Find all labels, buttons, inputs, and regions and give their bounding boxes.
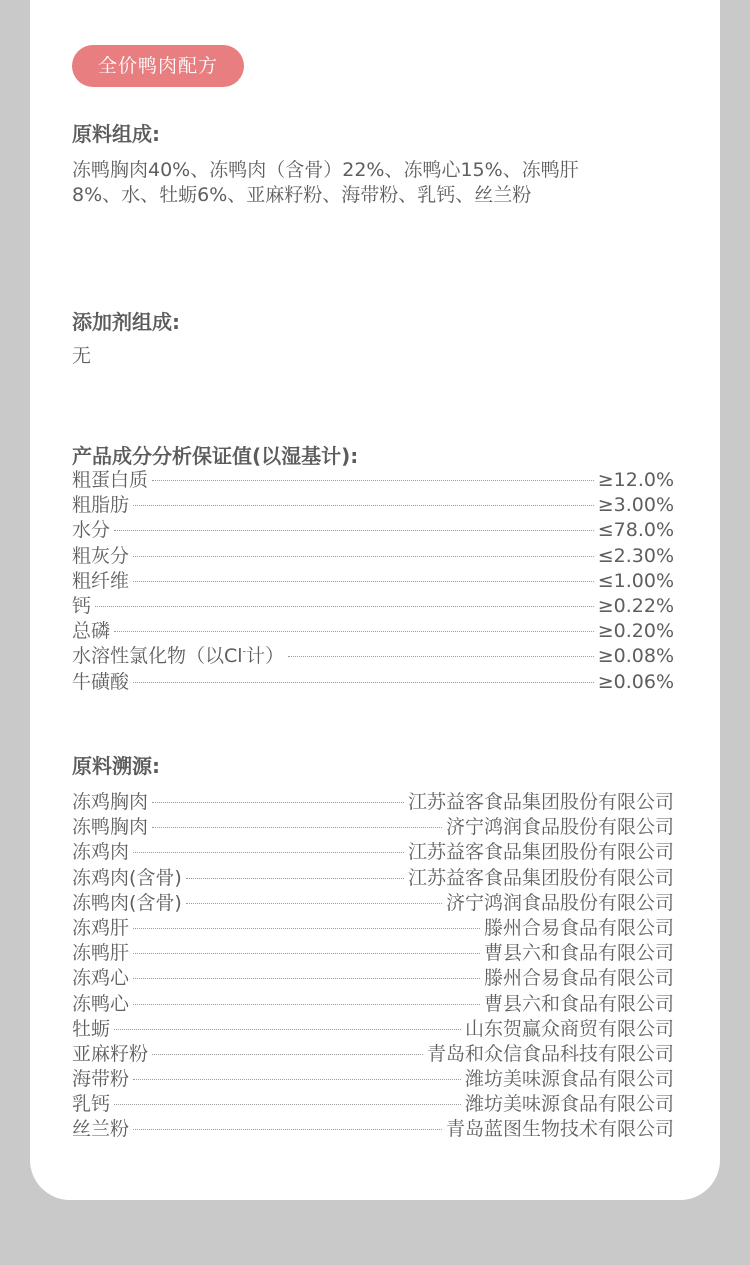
analysis-row-fiber xyxy=(72,569,674,594)
sourcing-supplier: 曹县六和食品有限公司 xyxy=(483,992,674,1015)
analysis-value: ≥0.22% xyxy=(597,594,674,617)
analysis-label: 粗脂肪 xyxy=(72,494,130,517)
sourcing-ingredient: 冻鸭胸肉 xyxy=(72,816,149,839)
leader-dots xyxy=(288,656,594,657)
analysis-row-ash xyxy=(72,544,674,569)
ingredients-heading: 原料组成: xyxy=(72,122,160,146)
sourcing-supplier: 江苏益客食品集团股份有限公司 xyxy=(407,841,674,864)
sourcing-heading: 原料溯源: xyxy=(72,754,160,778)
sourcing-list xyxy=(72,790,674,1143)
leader-dots xyxy=(133,556,594,557)
analysis-row-taurine xyxy=(72,670,674,695)
analysis-value: ≥3.00% xyxy=(597,494,674,517)
sourcing-ingredient: 冻鸭肉(含骨) xyxy=(72,891,182,914)
leader-dots xyxy=(133,682,594,683)
sourcing-row xyxy=(72,891,674,916)
leader-dots xyxy=(114,530,594,531)
analysis-row-chloride xyxy=(72,644,674,669)
analysis-label: 牛磺酸 xyxy=(72,670,130,693)
sourcing-supplier: 青岛蓝图生物技术有限公司 xyxy=(445,1118,674,1141)
leader-dots xyxy=(133,1079,461,1080)
leader-dots xyxy=(152,827,442,828)
sourcing-row xyxy=(72,1017,674,1042)
analysis-list xyxy=(72,468,674,695)
analysis-label: 钙 xyxy=(72,594,92,617)
leader-dots xyxy=(133,1129,442,1130)
sourcing-ingredient: 冻鸭肝 xyxy=(72,942,130,965)
sourcing-supplier: 潍坊美味源食品有限公司 xyxy=(464,1068,674,1091)
sourcing-ingredient: 丝兰粉 xyxy=(72,1118,130,1141)
analysis-value: ≤1.00% xyxy=(597,569,674,592)
additives-heading: 添加剂组成: xyxy=(72,310,180,334)
analysis-label: 粗灰分 xyxy=(72,544,130,567)
sourcing-supplier: 曹县六和食品有限公司 xyxy=(483,942,674,965)
analysis-value: ≥0.08% xyxy=(597,645,674,668)
sourcing-row xyxy=(72,992,674,1017)
leader-dots xyxy=(133,852,404,853)
sourcing-supplier: 潍坊美味源食品有限公司 xyxy=(464,1093,674,1116)
sourcing-supplier: 青岛和众信食品科技有限公司 xyxy=(426,1042,674,1065)
sourcing-row xyxy=(72,1067,674,1092)
sourcing-supplier: 滕州合易食品有限公司 xyxy=(483,967,674,990)
sourcing-supplier: 济宁鸿润食品股份有限公司 xyxy=(445,816,674,839)
sourcing-row xyxy=(72,1092,674,1117)
sourcing-supplier: 江苏益客食品集团股份有限公司 xyxy=(407,791,674,813)
analysis-label: 水分 xyxy=(72,519,111,542)
analysis-row-phosphorus xyxy=(72,619,674,644)
sourcing-ingredient: 乳钙 xyxy=(72,1093,111,1116)
sourcing-supplier: 滕州合易食品有限公司 xyxy=(483,916,674,939)
ingredients-line-1: 冻鸭胸肉40%、冻鸭肉（含骨）22%、冻鸭心15%、冻鸭肝 xyxy=(72,159,579,181)
sourcing-ingredient: 冻鸭心 xyxy=(72,992,130,1015)
analysis-label-superscript: - xyxy=(242,646,247,658)
leader-dots xyxy=(95,606,594,607)
leader-dots xyxy=(114,1029,461,1030)
sourcing-row xyxy=(72,790,674,815)
sourcing-supplier: 济宁鸿润食品股份有限公司 xyxy=(445,891,674,914)
leader-dots xyxy=(133,978,480,979)
analysis-heading: 产品成分分析保证值(以湿基计): xyxy=(72,444,359,468)
analysis-value: ≥12.0% xyxy=(597,469,674,491)
leader-dots xyxy=(133,1004,480,1005)
sourcing-row xyxy=(72,815,674,840)
sourcing-ingredient: 亚麻籽粉 xyxy=(72,1042,149,1065)
leader-dots xyxy=(152,480,594,481)
leader-dots xyxy=(133,505,594,506)
sourcing-ingredient: 冻鸡肉(含骨) xyxy=(72,866,182,889)
formula-badge: 全价鸭肉配方 xyxy=(72,45,244,87)
analysis-value: ≤78.0% xyxy=(597,519,674,542)
sourcing-ingredient: 冻鸡肉 xyxy=(72,841,130,864)
analysis-value: ≥0.20% xyxy=(597,620,674,643)
leader-dots xyxy=(133,953,480,954)
leader-dots xyxy=(152,802,404,803)
ingredients-line-2: 8%、水、牡蛎6%、亚麻籽粉、海带粉、乳钙、丝兰粉 xyxy=(72,184,532,206)
sourcing-row xyxy=(72,916,674,941)
leader-dots xyxy=(152,1054,423,1055)
analysis-row-fat xyxy=(72,493,674,518)
analysis-label: 总磷 xyxy=(72,620,111,643)
analysis-label-main: 水溶性氯化物（以Cl xyxy=(72,645,243,668)
sourcing-row xyxy=(72,1117,674,1142)
analysis-value: ≥0.06% xyxy=(597,670,674,693)
leader-dots xyxy=(114,631,594,632)
sourcing-row xyxy=(72,941,674,966)
analysis-label xyxy=(72,644,284,669)
sourcing-ingredient: 海带粉 xyxy=(72,1068,130,1091)
leader-dots xyxy=(186,878,404,879)
leader-dots xyxy=(133,928,480,929)
sourcing-row xyxy=(72,1042,674,1067)
analysis-value: ≤2.30% xyxy=(597,544,674,567)
analysis-row-calcium xyxy=(72,594,674,619)
analysis-label: 粗蛋白质 xyxy=(72,469,149,491)
ingredients-text xyxy=(72,158,682,208)
leader-dots xyxy=(186,903,442,904)
sourcing-ingredient: 冻鸡胸肉 xyxy=(72,791,149,813)
sourcing-supplier: 江苏益客食品集团股份有限公司 xyxy=(407,866,674,889)
analysis-label-suffix: 计） xyxy=(246,645,285,668)
sourcing-ingredient: 冻鸡肝 xyxy=(72,916,130,939)
analysis-label: 粗纤维 xyxy=(72,569,130,592)
leader-dots xyxy=(133,581,594,582)
analysis-row-protein xyxy=(72,468,674,493)
leader-dots xyxy=(114,1104,461,1105)
additives-text: 无 xyxy=(72,345,92,367)
sourcing-row xyxy=(72,866,674,891)
sourcing-row xyxy=(72,840,674,865)
sourcing-row xyxy=(72,966,674,991)
sourcing-supplier: 山东贺赢众商贸有限公司 xyxy=(464,1017,674,1040)
analysis-row-moisture xyxy=(72,518,674,543)
sourcing-ingredient: 牡蛎 xyxy=(72,1017,111,1040)
sourcing-ingredient: 冻鸡心 xyxy=(72,967,130,990)
